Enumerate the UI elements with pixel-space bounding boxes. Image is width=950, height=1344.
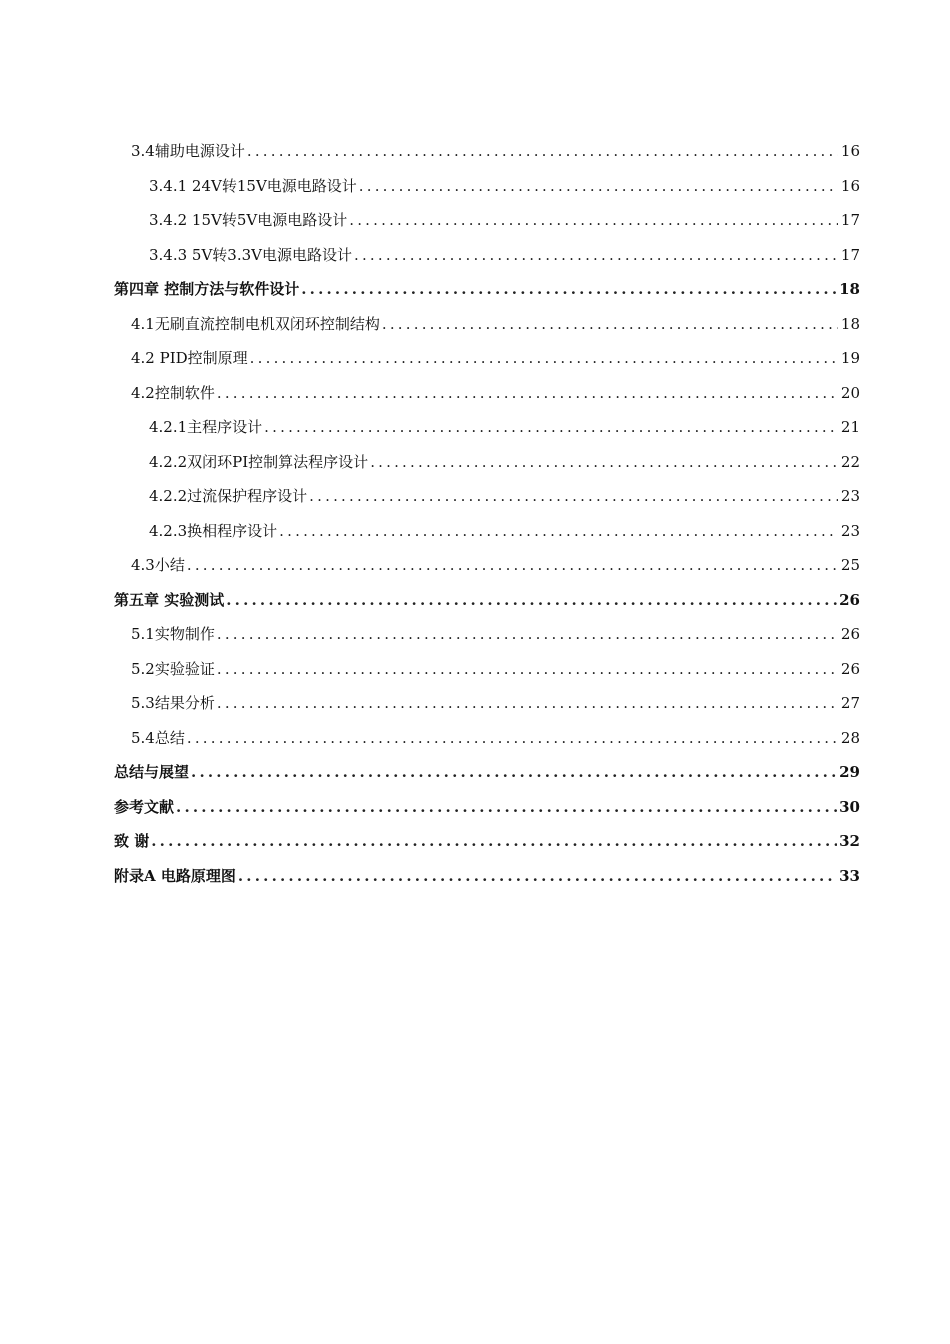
toc-entry-title: 4.2.3换相程序设计 (149, 521, 278, 540)
toc-entry-title: 总结与展望 (114, 763, 190, 781)
toc-dot-leader (359, 169, 838, 204)
toc-entry-page-number: 26 (839, 590, 860, 609)
toc-entry-page-number: 18 (840, 314, 860, 333)
toc-entry[interactable] (114, 203, 860, 238)
toc-dot-leader (250, 341, 838, 376)
toc-entry-page-number: 21 (840, 418, 860, 436)
toc-entry[interactable] (114, 721, 860, 756)
toc-entry-page-number: 25 (840, 556, 860, 574)
toc-entry-page-number: 33 (839, 866, 860, 885)
toc-entry[interactable] (114, 341, 860, 376)
toc-entry-page-number: 17 (840, 245, 860, 264)
toc-entry[interactable] (114, 548, 860, 583)
toc-entry-page-number: 26 (840, 659, 860, 678)
toc-entry[interactable] (114, 686, 860, 721)
toc-dot-leader (264, 410, 838, 445)
toc-dot-leader (187, 721, 838, 756)
toc-dot-leader (349, 203, 838, 238)
toc-entry[interactable] (114, 479, 860, 514)
toc-entry-page-number: 19 (840, 349, 860, 367)
toc-entry[interactable] (114, 410, 860, 445)
toc-dot-leader (217, 376, 838, 411)
toc-entry[interactable] (114, 583, 860, 618)
toc-entry-title: 第四章 控制方法与软件设计 (114, 280, 300, 298)
toc-entry-title: 4.2.1主程序设计 (149, 418, 263, 436)
toc-dot-leader (187, 548, 838, 583)
toc-entry[interactable] (114, 307, 860, 342)
toc-entry-page-number: 30 (839, 797, 860, 816)
toc-entry-title: 5.1实物制作 (131, 625, 215, 643)
toc-entry[interactable] (114, 169, 860, 204)
toc-entry-title: 3.4辅助电源设计 (131, 142, 245, 160)
table-of-contents (114, 134, 860, 893)
toc-dot-leader (247, 134, 838, 169)
toc-entry[interactable] (114, 445, 860, 480)
toc-entry[interactable] (114, 755, 860, 790)
toc-entry-page-number: 16 (840, 142, 860, 160)
toc-dot-leader (151, 824, 837, 859)
toc-entry-page-number: 23 (840, 521, 860, 540)
toc-dot-leader (217, 686, 838, 721)
toc-dot-leader (309, 479, 838, 514)
toc-dot-leader (301, 272, 837, 307)
toc-entry-page-number: 23 (840, 487, 860, 505)
toc-dot-leader (217, 617, 838, 652)
toc-entry[interactable] (114, 514, 860, 549)
toc-dot-leader (354, 238, 838, 273)
toc-entry-title: 参考文献 (114, 797, 175, 816)
toc-entry-page-number: 27 (840, 694, 860, 712)
toc-dot-leader (191, 755, 837, 790)
toc-entry-title: 4.2 PID控制原理 (131, 349, 248, 367)
toc-entry-title: 致 谢 (114, 832, 150, 850)
toc-entry[interactable] (114, 859, 860, 894)
toc-entry-title: 4.2控制软件 (131, 383, 215, 402)
toc-entry[interactable] (114, 824, 860, 859)
toc-entry-title: 4.2.2双闭环PI控制算法程序设计 (149, 452, 369, 471)
toc-dot-leader (238, 859, 837, 894)
toc-entry-page-number: 20 (840, 383, 860, 402)
toc-entry[interactable] (114, 790, 860, 825)
toc-entry[interactable] (114, 652, 860, 687)
toc-entry[interactable] (114, 238, 860, 273)
toc-entry-title: 附录A 电路原理图 (114, 866, 236, 885)
toc-entry[interactable] (114, 617, 860, 652)
toc-entry-title: 4.3小结 (131, 556, 185, 574)
toc-entry[interactable] (114, 376, 860, 411)
toc-dot-leader (217, 652, 838, 687)
toc-entry-title: 3.4.1 24V转15V电源电路设计 (149, 176, 357, 195)
toc-entry-title: 5.2实验验证 (131, 659, 215, 678)
toc-entry[interactable] (114, 272, 860, 307)
toc-entry-title: 第五章 实验测试 (114, 590, 225, 609)
toc-dot-leader (226, 583, 837, 618)
toc-dot-leader (279, 514, 838, 549)
toc-dot-leader (370, 445, 838, 480)
toc-entry-title: 3.4.3 5V转3.3V电源电路设计 (149, 245, 352, 264)
toc-entry-title: 4.2.2过流保护程序设计 (149, 487, 308, 505)
toc-entry-page-number: 26 (840, 625, 860, 643)
toc-entry-page-number: 17 (840, 211, 860, 229)
toc-dot-leader (176, 790, 837, 825)
toc-entry-title: 4.1无刷直流控制电机双闭环控制结构 (131, 314, 380, 333)
toc-entry-page-number: 32 (839, 832, 860, 850)
toc-entry-title: 5.4总结 (131, 728, 185, 747)
toc-entry[interactable] (114, 134, 860, 169)
toc-dot-leader (382, 307, 838, 342)
toc-entry-page-number: 28 (840, 728, 860, 747)
toc-entry-title: 3.4.2 15V转5V电源电路设计 (149, 211, 348, 229)
toc-entry-page-number: 16 (840, 176, 860, 195)
toc-entry-page-number: 18 (839, 280, 860, 298)
toc-entry-title: 5.3结果分析 (131, 694, 215, 712)
toc-entry-page-number: 29 (839, 763, 860, 781)
toc-entry-page-number: 22 (840, 452, 860, 471)
